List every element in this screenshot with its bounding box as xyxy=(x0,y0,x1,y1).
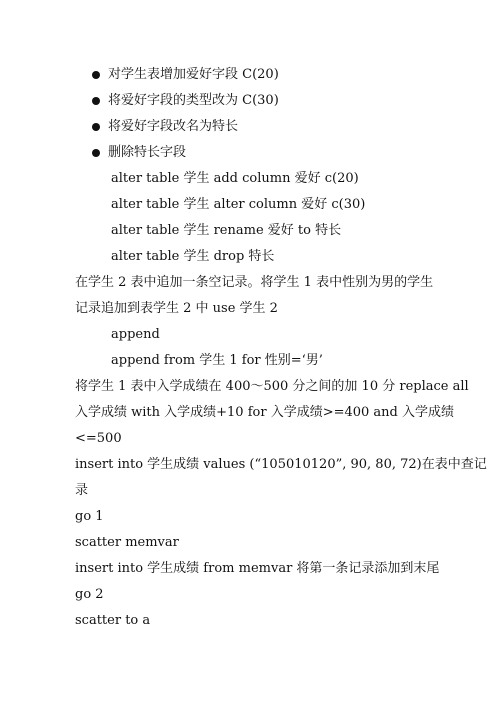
bullet-dot-icon xyxy=(92,123,100,131)
paragraph-line: scatter memvar xyxy=(75,535,179,550)
bullet-item: 将爱好字段的类型改为 C(30) xyxy=(108,93,279,108)
paragraph-line: insert into 学生成绩 from memvar 将第一条记录添加到末尾 xyxy=(75,561,440,576)
bullet-item: 删除特长字段 xyxy=(108,145,187,160)
paragraph-line: 录 xyxy=(75,483,89,498)
bullet-dot-icon xyxy=(92,71,100,79)
paragraph-line: 在学生 2 表中追加一条空记录。将学生 1 表中性别为男的学生 xyxy=(75,275,434,290)
code-line: alter table 学生 rename 爱好 to 特长 xyxy=(111,223,342,238)
code-line: alter table 学生 drop 特长 xyxy=(111,249,275,264)
code-line: append from 学生 1 for 性别=‘男’ xyxy=(111,353,323,368)
paragraph-line: 记录追加到表学生 2 中 use 学生 2 xyxy=(75,301,278,316)
paragraph-line: insert into 学生成绩 values (“105010120”, 90, 80, 72)在表中查记 xyxy=(75,457,487,472)
paragraph-line: scatter to a xyxy=(75,613,151,628)
code-line: alter table 学生 add column 爱好 c(20) xyxy=(111,171,359,186)
bullet-dot-icon xyxy=(92,97,100,105)
paragraph-line: <=500 xyxy=(75,431,122,446)
paragraph-line: go 1 xyxy=(75,509,104,524)
bullet-item: 对学生表增加爱好字段 C(20) xyxy=(108,67,279,82)
bullet-dot-icon xyxy=(92,149,100,157)
bullet-item: 将爱好字段改名为特长 xyxy=(108,119,239,134)
paragraph-line: go 2 xyxy=(75,587,104,602)
code-line: append xyxy=(111,327,160,342)
paragraph-line: 入学成绩 with 入学成绩+10 for 入学成绩>=400 and 入学成绩 xyxy=(75,405,455,420)
code-line: alter table 学生 alter column 爱好 c(30) xyxy=(111,197,366,212)
paragraph-line: 将学生 1 表中入学成绩在 400～500 分之间的加 10 分 replace all xyxy=(75,379,469,394)
